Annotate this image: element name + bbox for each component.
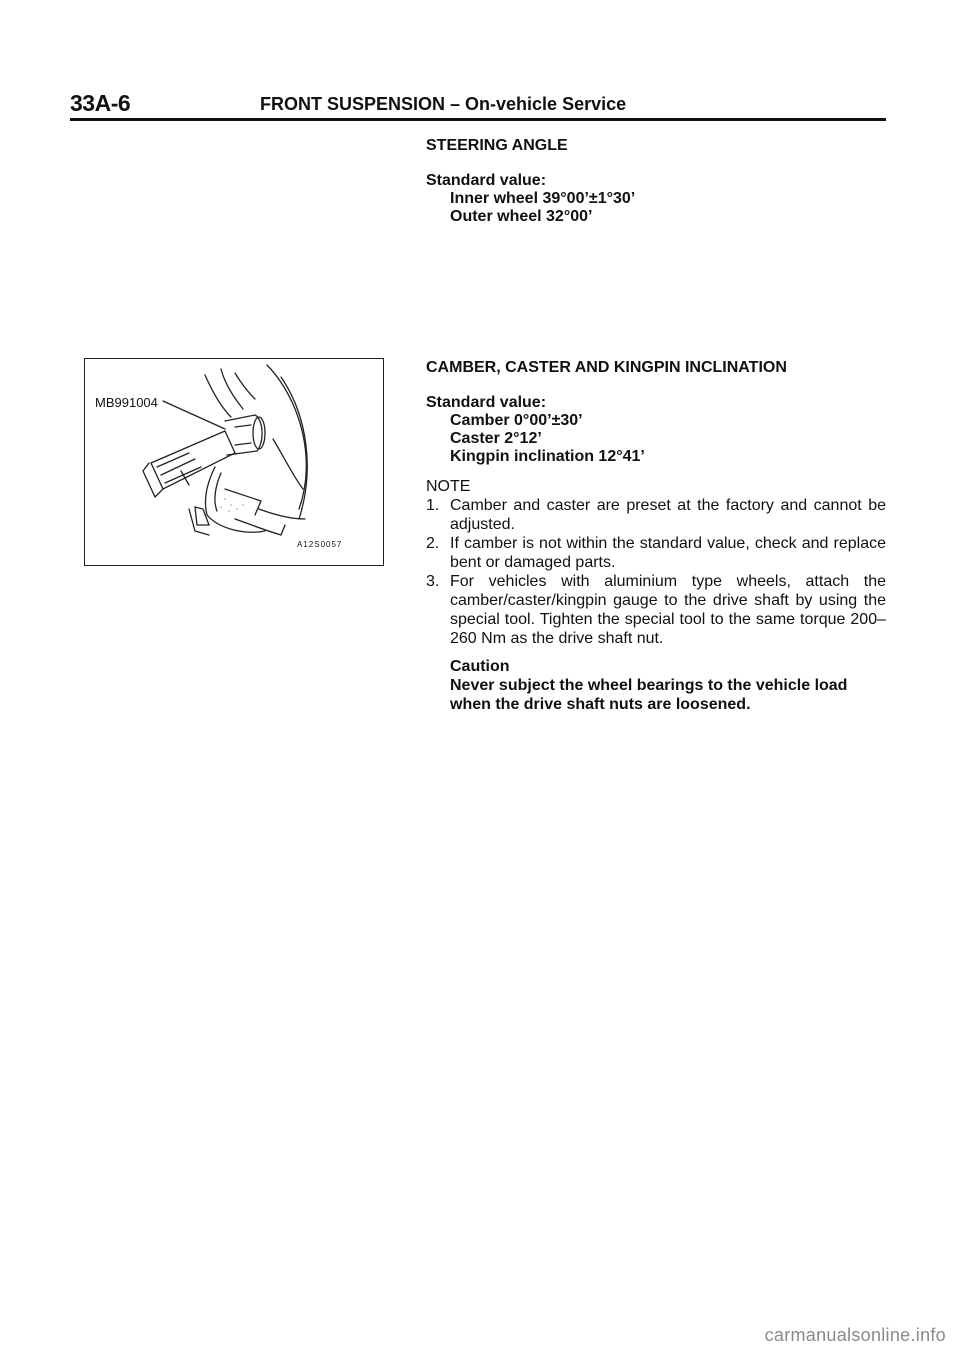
steering-outer-wheel: Outer wheel 32°00’ bbox=[450, 208, 593, 225]
note-list bbox=[426, 496, 886, 648]
note-number: 3. bbox=[426, 573, 440, 590]
note-number: 1. bbox=[426, 497, 440, 514]
note-label: NOTE bbox=[426, 478, 471, 495]
camber-value: Camber 0°00’±30’ bbox=[450, 412, 583, 429]
note-number: 2. bbox=[426, 535, 440, 552]
caster-value: Caster 2°12’ bbox=[450, 430, 542, 447]
caution-text: Never subject the wheel bearings to the vehicle load when the drive shaft nuts are loosened. bbox=[450, 677, 848, 713]
kingpin-value: Kingpin inclination 12°41’ bbox=[450, 448, 645, 465]
steering-standard-label: Standard value: bbox=[426, 172, 547, 189]
steering-angle-heading: STEERING ANGLE bbox=[426, 137, 568, 154]
note-text: For vehicles with aluminium type wheels, attach the camber/caster/kingpin gauge to the drive shaft by using the special tool. Tighten the special tool to the same torque 200–260 Nm as the drive shaft nut. bbox=[450, 573, 886, 647]
camber-standard-label: Standard value: bbox=[426, 394, 547, 411]
steering-inner-wheel: Inner wheel 39°00’±1°30’ bbox=[450, 190, 636, 207]
note-text: If camber is not within the standard value, check and replace bent or damaged parts. bbox=[450, 535, 886, 571]
note-text: Camber and caster are preset at the factory and cannot be adjusted. bbox=[450, 497, 886, 533]
page-header bbox=[70, 86, 886, 122]
header-rule bbox=[70, 118, 886, 121]
steering-angle-section bbox=[426, 137, 886, 226]
page-number: 33A-6 bbox=[70, 90, 131, 116]
caution-label: Caution bbox=[450, 658, 510, 675]
figure-illustration bbox=[85, 359, 382, 564]
note-item bbox=[426, 534, 886, 572]
camber-heading: CAMBER, CASTER AND KINGPIN INCLINATION bbox=[426, 359, 787, 376]
camber-caster-section bbox=[426, 359, 886, 466]
page-title: FRONT SUSPENSION – On-vehicle Service bbox=[260, 94, 627, 114]
caution-block bbox=[450, 658, 886, 714]
note-item bbox=[426, 572, 886, 648]
figure-tool-label: MB991004 bbox=[95, 395, 158, 410]
note-block bbox=[426, 478, 886, 648]
figure-camber-gauge bbox=[84, 358, 384, 566]
watermark: carmanualsonline.info bbox=[764, 1325, 946, 1345]
figure-code: A12S0057 bbox=[297, 540, 343, 549]
note-item bbox=[426, 496, 886, 534]
